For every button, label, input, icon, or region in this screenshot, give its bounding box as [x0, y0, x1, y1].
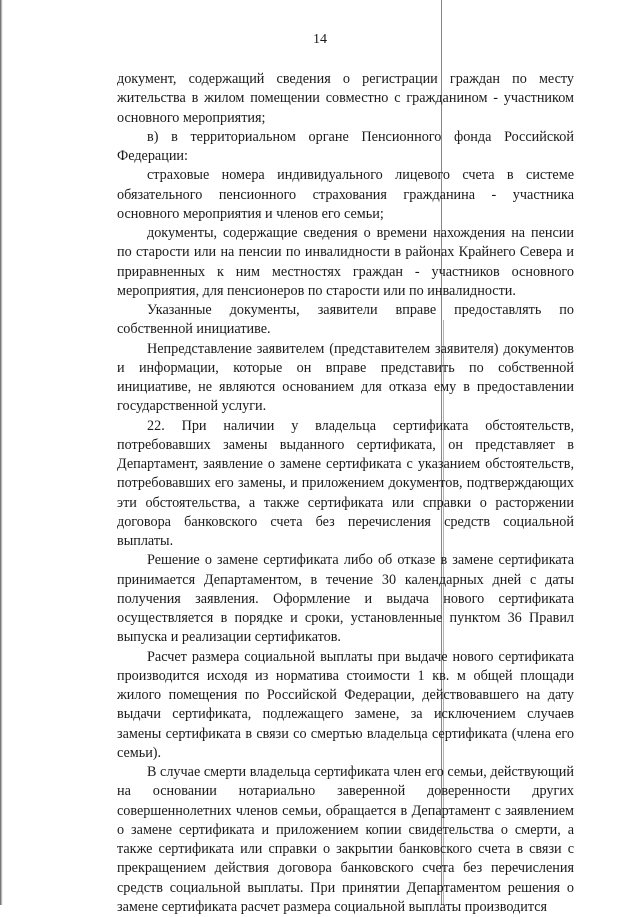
paragraph: Расчет размера социальной выплаты при выдаче нового сертификата производится исходя из норматива стоимости 1 кв. м общей площади жилого помещения по Российской Федерации, действовавшего на дату выдачи сертификата, подлежащего замене, за исключением случаев замены сертификата в связи со смертью владельца сертификата (члена его семьи). [117, 648, 574, 761]
paragraph: страховые номера индивидуального лицевого счета в системе обязательного пенсионного страхования гражданина - участника основного мероприятия и членов его семьи; [117, 167, 574, 222]
paragraph: Указанные документы, заявители вправе предоставлять по собственной инициативе. [117, 302, 574, 338]
paragraph: в) в территориальном органе Пенсионного фонда Российской Федерации: [117, 128, 574, 164]
page-number: 14 [313, 32, 327, 47]
paragraph: документ, содержащий сведения о регистрации граждан по месту жительства в жилом помещении совместно с гражданином - участником основного мероприятия; [117, 71, 574, 126]
document-body [117, 70, 574, 917]
paragraph: В случае смерти владельца сертификата член его семьи, действующий на основании нотариально заверенной доверенности других совершеннолетних членов семьи, обращается в Департамент с заявлением о замене сертификата и приложением копии свидетельства о смерти, а также сертификата или справки о закрытии банковского счета в связи с прекращением действия договора банковского счета без перечисления средств социальной выплаты. При принятии Департаментом решения о замене сертификата расчет размера социальной выплаты производится [117, 764, 574, 915]
paragraph: документы, содержащие сведения о времени нахождения на пенсии по старости или на пенсии по инвалидности в районах Крайнего Севера и приравненных к ним местностях граждан - участников основного мероприятия, для пенсионеров по старости или по инвалидности. [117, 225, 574, 299]
paragraph: Решение о замене сертификата либо об отказе в замене сертификата принимается Департаментом, в течение 30 календарных дней с даты получения заявления. Оформление и выдача нового сертификата осуществляется в порядке и сроки, установленные пунктом 36 Правил выпуска и реализации сертификатов. [117, 552, 574, 646]
scan-edge-shadow [0, 0, 3, 905]
paragraph: 22. При наличии у владельца сертификата обстоятельств, потребовавших замены выданного сертификата, он представляет в Департамент, заявление о замене сертификата с указанием обстоятельств, потребовавших его замены, и приложением документов, подтверждающих эти обстоятельства, а также сертификата или справки о расторжении договора банковского счета без перечисления средств социальной выплаты. [117, 417, 574, 549]
paragraph: Непредставление заявителем (представителем заявителя) документов и информации, которые он вправе представить по собственной инициативе, не являются основанием для отказа ему в предоставлении государственной услуги. [117, 340, 574, 415]
